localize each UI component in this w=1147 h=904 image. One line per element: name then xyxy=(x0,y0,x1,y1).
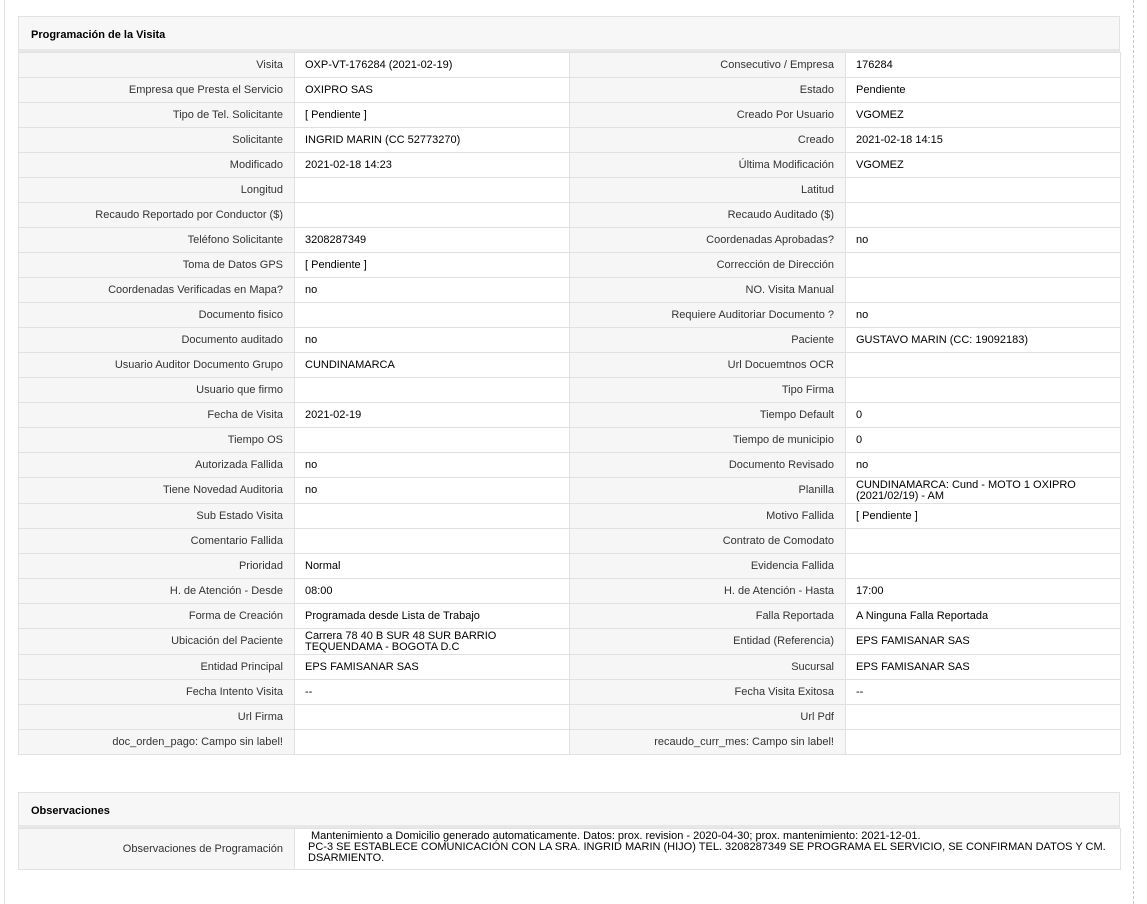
table-row xyxy=(19,554,1121,579)
field-value xyxy=(846,278,1121,303)
table-row xyxy=(19,78,1121,103)
field-label: Sub Estado Visita xyxy=(19,504,295,529)
field-label: Tiene Novedad Auditoria xyxy=(19,478,295,504)
field-value: [ Pendiente ] xyxy=(846,504,1121,529)
table-row xyxy=(19,680,1121,705)
field-value: 2021-02-18 14:15 xyxy=(846,128,1121,153)
field-label: Tiempo de municipio xyxy=(570,428,846,453)
table-row xyxy=(19,153,1121,178)
table-row xyxy=(19,655,1121,680)
field-label: Ubicación del Paciente xyxy=(19,629,295,655)
field-label: Url Firma xyxy=(19,705,295,730)
field-value: Carrera 78 40 B SUR 48 SUR BARRIO TEQUENDAMA - BOGOTA D.C xyxy=(295,629,570,655)
observaciones-table xyxy=(18,828,1121,870)
field-label: Prioridad xyxy=(19,554,295,579)
table-row xyxy=(19,328,1121,353)
observaciones-programacion-label: Observaciones de Programación xyxy=(19,829,295,870)
observaciones-panel xyxy=(18,792,1120,870)
field-value: EPS FAMISANAR SAS xyxy=(846,655,1121,680)
table-row xyxy=(19,103,1121,128)
field-value: [ Pendiente ] xyxy=(295,253,570,278)
field-value: 08:00 xyxy=(295,579,570,604)
field-label: Entidad Principal xyxy=(19,655,295,680)
field-value: no xyxy=(295,478,570,504)
field-label: Visita xyxy=(19,53,295,78)
field-value xyxy=(846,705,1121,730)
field-label: Usuario que firmo xyxy=(19,378,295,403)
field-value: 3208287349 xyxy=(295,228,570,253)
table-row xyxy=(19,303,1121,328)
field-value xyxy=(846,529,1121,554)
table-row xyxy=(19,629,1121,655)
field-value xyxy=(846,378,1121,403)
field-label: Tipo de Tel. Solicitante xyxy=(19,103,295,128)
table-row xyxy=(19,453,1121,478)
field-value: VGOMEZ xyxy=(846,153,1121,178)
field-label: Empresa que Presta el Servicio xyxy=(19,78,295,103)
programacion-table xyxy=(18,52,1121,755)
field-label: Autorizada Fallida xyxy=(19,453,295,478)
field-label: Toma de Datos GPS xyxy=(19,253,295,278)
field-value: -- xyxy=(846,680,1121,705)
field-label: Tiempo Default xyxy=(570,403,846,428)
field-label: Fecha Visita Exitosa xyxy=(570,680,846,705)
field-label: Sucursal xyxy=(570,655,846,680)
field-value xyxy=(295,529,570,554)
field-value: no xyxy=(295,453,570,478)
field-label: Teléfono Solicitante xyxy=(19,228,295,253)
field-value: 176284 xyxy=(846,53,1121,78)
programacion-panel xyxy=(18,16,1120,755)
field-value: no xyxy=(846,303,1121,328)
field-label: Última Modificación xyxy=(570,153,846,178)
field-label: Solicitante xyxy=(19,128,295,153)
field-label: Planilla xyxy=(570,478,846,504)
table-row xyxy=(19,604,1121,629)
field-label: Tiempo OS xyxy=(19,428,295,453)
field-label: Motivo Fallida xyxy=(570,504,846,529)
field-label: Recaudo Auditado ($) xyxy=(570,203,846,228)
table-row xyxy=(19,829,1121,870)
field-label: Modificado xyxy=(19,153,295,178)
field-label: Comentario Fallida xyxy=(19,529,295,554)
table-row xyxy=(19,579,1121,604)
field-value: [ Pendiente ] xyxy=(295,103,570,128)
table-row xyxy=(19,478,1121,504)
field-value: 0 xyxy=(846,403,1121,428)
field-label: Tipo Firma xyxy=(570,378,846,403)
field-label: Usuario Auditor Documento Grupo xyxy=(19,353,295,378)
field-label: Paciente xyxy=(570,328,846,353)
observaciones-line: Mantenimiento a Domicilio generado automaticamente. Datos: prox. revision - 2020-04-30; prox. mantenimiento: 2021-12-01. xyxy=(311,830,921,842)
field-value: 2021-02-19 xyxy=(295,403,570,428)
field-label: Estado xyxy=(570,78,846,103)
field-value: OXIPRO SAS xyxy=(295,78,570,103)
programacion-header: Programación de la Visita xyxy=(18,16,1120,52)
field-value: no xyxy=(295,278,570,303)
field-value: VGOMEZ xyxy=(846,103,1121,128)
field-label: Requiere Auditoriar Documento ? xyxy=(570,303,846,328)
field-label: Documento auditado xyxy=(19,328,295,353)
field-value xyxy=(295,504,570,529)
field-label: Longitud xyxy=(19,178,295,203)
field-value: GUSTAVO MARIN (CC: 19092183) xyxy=(846,328,1121,353)
field-label: Recaudo Reportado por Conductor ($) xyxy=(19,203,295,228)
field-value xyxy=(295,203,570,228)
observaciones-line: PC-3 SE ESTABLECE COMUNICACIÓN CON LA SRA. INGRID MARIN (HIJO) TEL. 3208287349 SE PROGRAMA EL SERVICIO, SE CONFIRMAN DATOS Y CM. DSARMIENTO. xyxy=(308,841,1106,864)
content-frame-left-border xyxy=(4,0,5,904)
field-value xyxy=(846,730,1121,755)
table-row xyxy=(19,253,1121,278)
field-value xyxy=(295,705,570,730)
field-value: EPS FAMISANAR SAS xyxy=(295,655,570,680)
field-value: INGRID MARIN (CC 52773270) xyxy=(295,128,570,153)
field-label: NO. Visita Manual xyxy=(570,278,846,303)
field-value: Pendiente xyxy=(846,78,1121,103)
field-value xyxy=(846,353,1121,378)
field-label: Falla Reportada xyxy=(570,604,846,629)
field-value xyxy=(295,178,570,203)
field-label: Documento fisico xyxy=(19,303,295,328)
field-value xyxy=(295,428,570,453)
table-row xyxy=(19,378,1121,403)
field-label: Coordenadas Aprobadas? xyxy=(570,228,846,253)
observaciones-programacion-value xyxy=(295,829,1121,870)
table-row xyxy=(19,53,1121,78)
field-label: H. de Atención - Hasta xyxy=(570,579,846,604)
field-value: no xyxy=(846,228,1121,253)
content-frame-right-border xyxy=(1133,0,1134,904)
field-label: Evidencia Fallida xyxy=(570,554,846,579)
table-row xyxy=(19,228,1121,253)
field-value: EPS FAMISANAR SAS xyxy=(846,629,1121,655)
table-row xyxy=(19,529,1121,554)
field-value: 0 xyxy=(846,428,1121,453)
field-value: A Ninguna Falla Reportada xyxy=(846,604,1121,629)
table-row xyxy=(19,178,1121,203)
field-value: Programada desde Lista de Trabajo xyxy=(295,604,570,629)
field-value xyxy=(295,730,570,755)
observaciones-header: Observaciones xyxy=(18,792,1120,828)
field-value xyxy=(295,378,570,403)
field-value: -- xyxy=(295,680,570,705)
field-label: Latitud xyxy=(570,178,846,203)
table-row xyxy=(19,730,1121,755)
field-label: Fecha Intento Visita xyxy=(19,680,295,705)
field-label: Consecutivo / Empresa xyxy=(570,53,846,78)
table-row xyxy=(19,353,1121,378)
table-row xyxy=(19,278,1121,303)
field-label: Url Pdf xyxy=(570,705,846,730)
field-label: Fecha de Visita xyxy=(19,403,295,428)
field-label: H. de Atención - Desde xyxy=(19,579,295,604)
table-row xyxy=(19,403,1121,428)
field-label: Coordenadas Verificadas en Mapa? xyxy=(19,278,295,303)
field-label: Url Docuemtnos OCR xyxy=(570,353,846,378)
table-row xyxy=(19,428,1121,453)
field-label: Creado Por Usuario xyxy=(570,103,846,128)
table-row xyxy=(19,705,1121,730)
field-value xyxy=(846,203,1121,228)
field-label: doc_orden_pago: Campo sin label! xyxy=(19,730,295,755)
table-row xyxy=(19,504,1121,529)
field-value: no xyxy=(846,453,1121,478)
table-row xyxy=(19,128,1121,153)
field-value: OXP-VT-176284 (2021-02-19) xyxy=(295,53,570,78)
field-value: no xyxy=(295,328,570,353)
field-value xyxy=(295,303,570,328)
field-value: CUNDINAMARCA: Cund - MOTO 1 OXIPRO (2021/02/19) - AM xyxy=(846,478,1121,504)
field-label: Entidad (Referencia) xyxy=(570,629,846,655)
field-value: Normal xyxy=(295,554,570,579)
field-label: Contrato de Comodato xyxy=(570,529,846,554)
field-label: Creado xyxy=(570,128,846,153)
field-value: 2021-02-18 14:23 xyxy=(295,153,570,178)
field-label: Corrección de Dirección xyxy=(570,253,846,278)
field-label: Documento Revisado xyxy=(570,453,846,478)
field-label: recaudo_curr_mes: Campo sin label! xyxy=(570,730,846,755)
field-label: Forma de Creación xyxy=(19,604,295,629)
field-value xyxy=(846,554,1121,579)
field-value: 17:00 xyxy=(846,579,1121,604)
field-value xyxy=(846,178,1121,203)
field-value: CUNDINAMARCA xyxy=(295,353,570,378)
table-row xyxy=(19,203,1121,228)
field-value xyxy=(846,253,1121,278)
